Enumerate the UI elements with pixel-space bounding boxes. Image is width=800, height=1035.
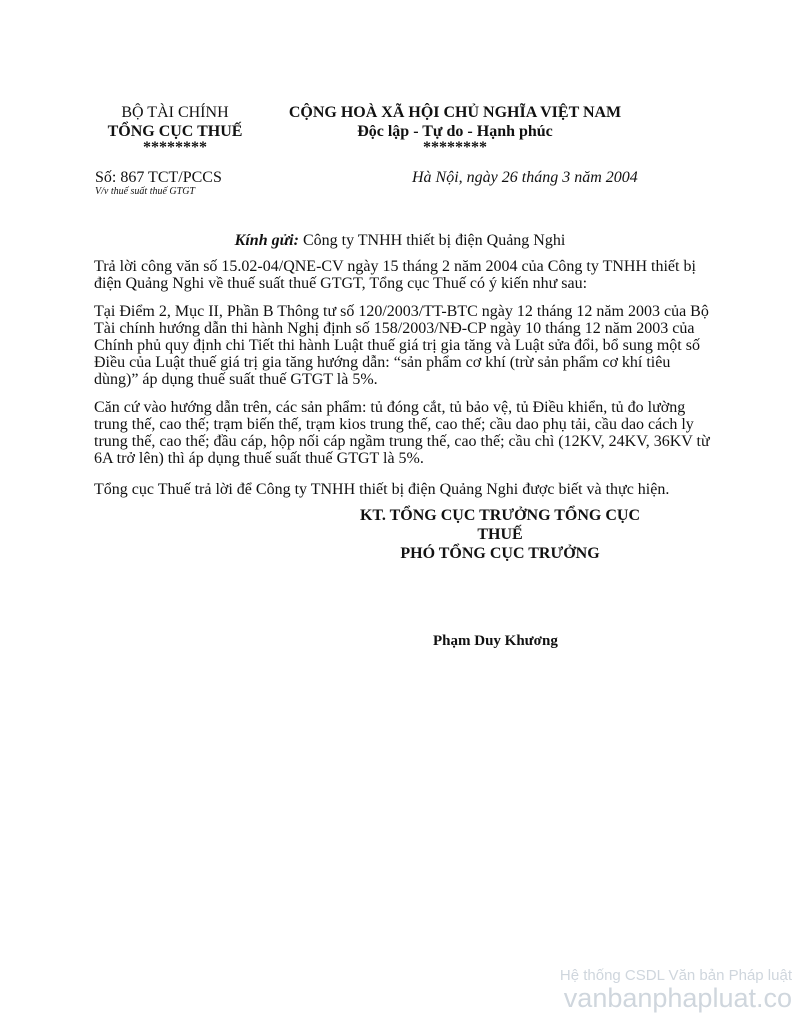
nation-block: [260, 103, 650, 155]
watermark-system: Hệ thống CSDL Văn bản Pháp luật: [559, 967, 792, 984]
signer-name: Phạm Duy Khương: [433, 633, 558, 649]
recipient-label: Kính gửi:: [234, 232, 299, 249]
nation-motto: Độc lập - Tự do - Hạnh phúc: [357, 123, 553, 140]
issuer-stars: ********: [143, 139, 207, 156]
paragraph-closing: Tổng cục Thuế trả lời để Công ty TNHH thiết bị điện Quảng Nghi được biết và thực hiện.: [94, 481, 670, 498]
document-number: Số: 867 TCT/PCCS: [95, 169, 222, 186]
watermark-domain[interactable]: vanbanphapluat.co: [563, 983, 792, 1013]
nation-stars: ********: [423, 139, 487, 156]
place-date: Hà Nội, ngày 26 tháng 3 năm 2004: [412, 169, 638, 186]
signature-title-line3: PHÓ TỔNG CỤC TRƯỞNG: [400, 545, 600, 562]
signature-block: [330, 506, 670, 563]
recipient-line: [0, 231, 800, 250]
nation-title: CỘNG HOÀ XÃ HỘI CHỦ NGHĨA VIỆT NAM: [288, 104, 622, 121]
recipient-name: Công ty TNHH thiết bị điện Quảng Nghi: [302, 232, 566, 249]
paragraph-reply: Trả lời công văn số 15.02-04/QNE-CV ngày 15 tháng 2 năm 2004 của Công ty TNHH thiết bị điện Quảng Nghi về thuế suất thuế GTGT, Tổng cục Thuế có ý kiến như sau:: [94, 258, 696, 292]
signature-title-line1: KT. TỔNG CỤC TRƯỞNG TỔNG CỤC: [359, 507, 641, 524]
paragraph-products: Căn cứ vào hướng dẫn trên, các sản phẩm: tủ đóng cắt, tủ bảo vệ, tủ Điều khiển, tủ đo lường trung thế, cao thế; trạm biến thế, trạm kios trung thế, cao thế; cầu dao phụ tải, cầu dao cách ly trung thế, cao thế; đầu cáp, hộp nối cáp ngầm trung thế, cao thế; cầu chì (12KV, 24KV, 36KV từ 6A trở lên) thì áp dụng thuế suất thuế GTGT là 5%.: [94, 399, 710, 467]
document-subject: V/v thuế suất thuế GTGT: [95, 186, 195, 197]
issuer-block: [100, 103, 250, 155]
ministry-name: BỘ TÀI CHÍNH: [121, 104, 229, 121]
department-name: TỔNG CỤC THUẾ: [107, 123, 243, 140]
paragraph-legal-basis: Tại Điểm 2, Mục II, Phần B Thông tư số 120/2003/TT-BTC ngày 12 tháng 12 năm 2003 của Bộ Tài chính hướng dẫn thi hành Nghị định số 158/2003/NĐ-CP ngày 10 tháng 12 năm 2003 của Chính phủ quy định chi Tiết thi hành Luật thuế giá trị gia tăng và Luật sửa đổi, bổ sung một số Điều của Luật thuế giá trị gia tăng hướng dẫn: “sản phẩm cơ khí (trừ sản phẩm cơ khí tiêu dùng)” áp dụng thuế suất thuế GTGT là 5%.: [94, 303, 709, 388]
signature-title-line2: THUẾ: [477, 526, 523, 543]
